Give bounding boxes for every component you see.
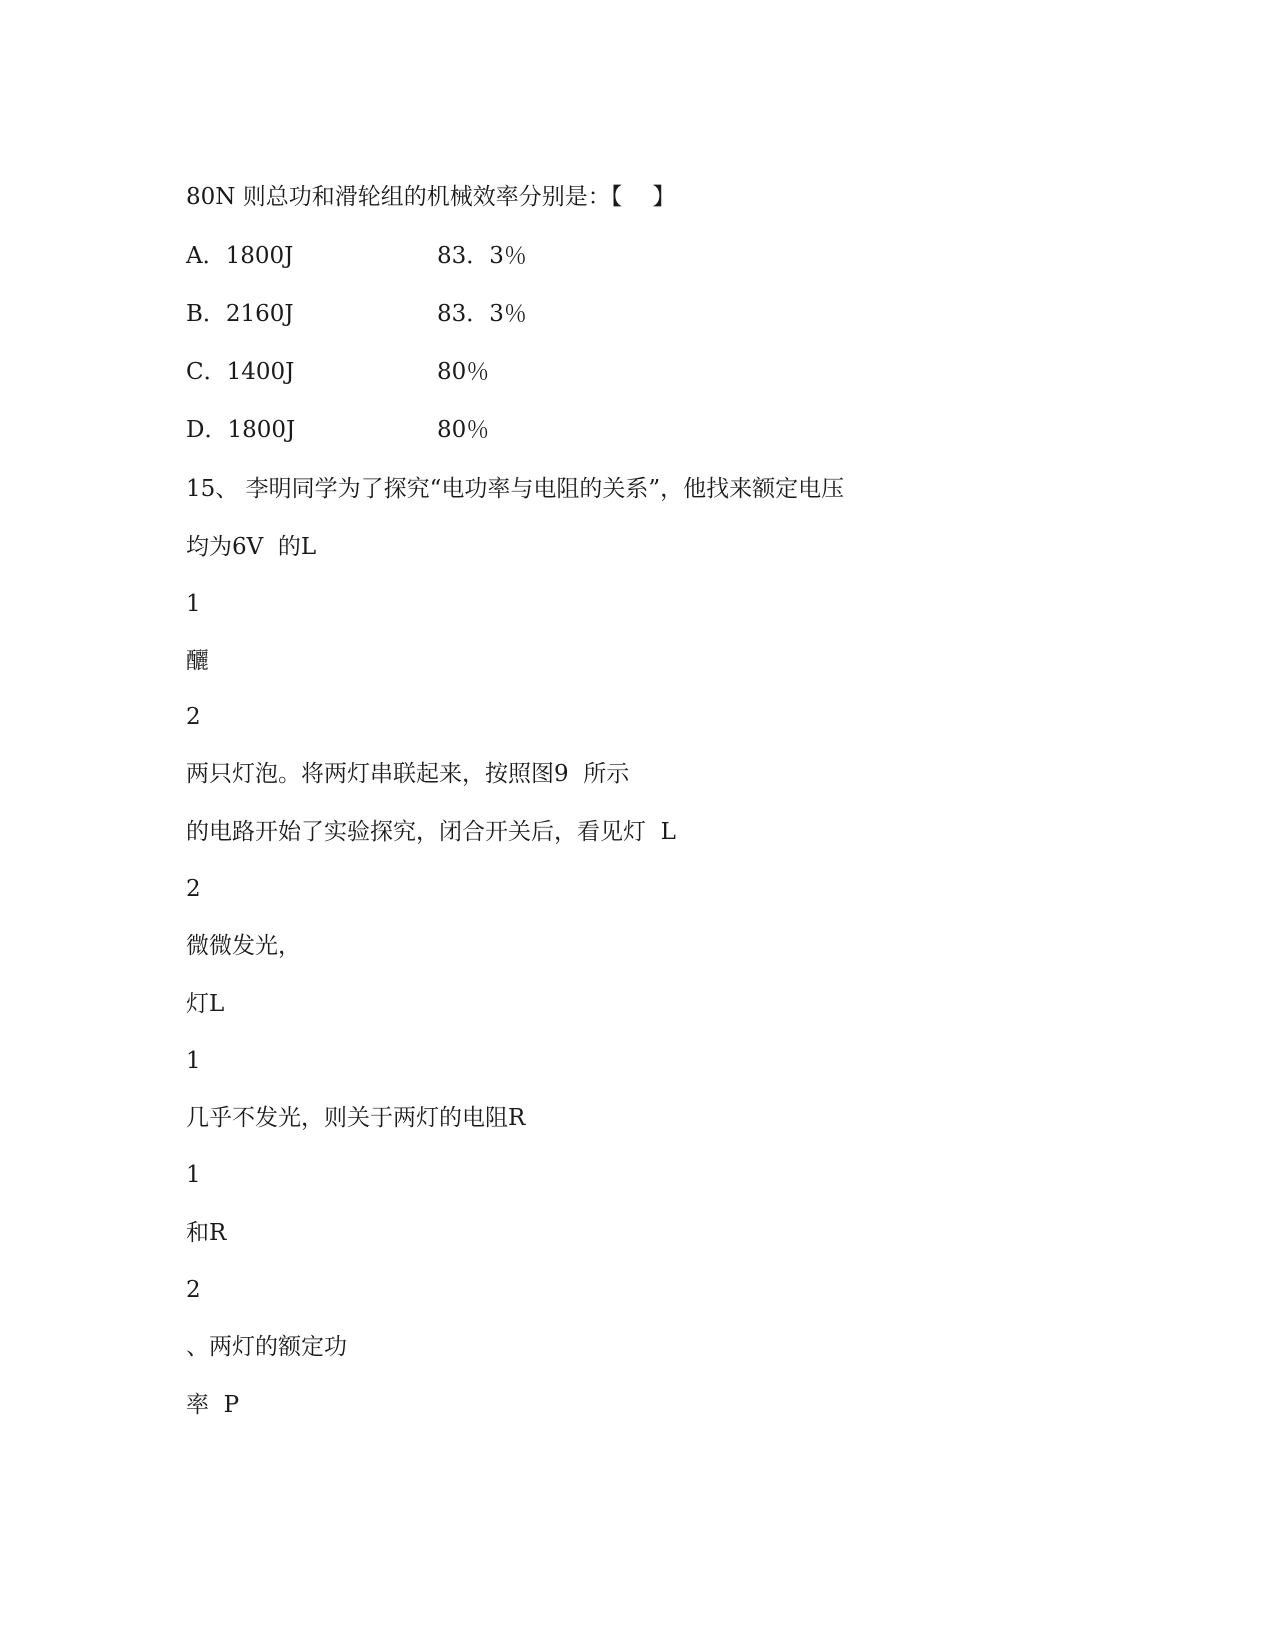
question-15-line: 灯L bbox=[186, 991, 225, 1017]
option-b-label: B．2160J bbox=[186, 301, 294, 327]
question-15-line: 1 bbox=[186, 1162, 201, 1188]
question-15-line: 1 bbox=[186, 1048, 201, 1074]
option-a-value: 83．3％ bbox=[437, 243, 527, 269]
question-15-line: 两只灯泡。将两灯串联起来，按照图9 所示 bbox=[186, 761, 630, 787]
question-15-line: 2 bbox=[186, 704, 201, 730]
question-15-line: 釃 bbox=[186, 648, 209, 674]
question-15-line: 的电路开始了实验探究，闭合开关后，看见灯 L bbox=[186, 819, 676, 845]
option-a-label: A．1800J bbox=[186, 243, 294, 269]
question-15-line: 几乎不发光，则关于两灯的电阻R bbox=[186, 1105, 526, 1131]
option-d-label: D．1800J bbox=[186, 417, 296, 443]
question-15-line: 微微发光， bbox=[186, 933, 301, 959]
question-15-line: 率 P bbox=[186, 1392, 240, 1418]
option-c-value: 80％ bbox=[437, 359, 490, 385]
question-15-line: 和R bbox=[186, 1220, 227, 1246]
question-15-line: 15、 李明同学为了探究“电功率与电阻的关系”，他找来额定电压 bbox=[186, 476, 845, 502]
question-14-tail: 80N 则总功和滑轮组的机械效率分别是：【 】 bbox=[186, 184, 676, 210]
question-15-line: 均为6V 的L bbox=[186, 534, 317, 560]
option-c-label: C．1400J bbox=[186, 359, 295, 385]
option-d-value: 80％ bbox=[437, 417, 490, 443]
question-15-line: 2 bbox=[186, 1277, 201, 1303]
question-15-line: 1 bbox=[186, 591, 201, 617]
question-15-line: 、两灯的额定功 bbox=[186, 1334, 347, 1360]
option-b-value: 83．3％ bbox=[437, 301, 527, 327]
question-15-line: 2 bbox=[186, 876, 201, 902]
